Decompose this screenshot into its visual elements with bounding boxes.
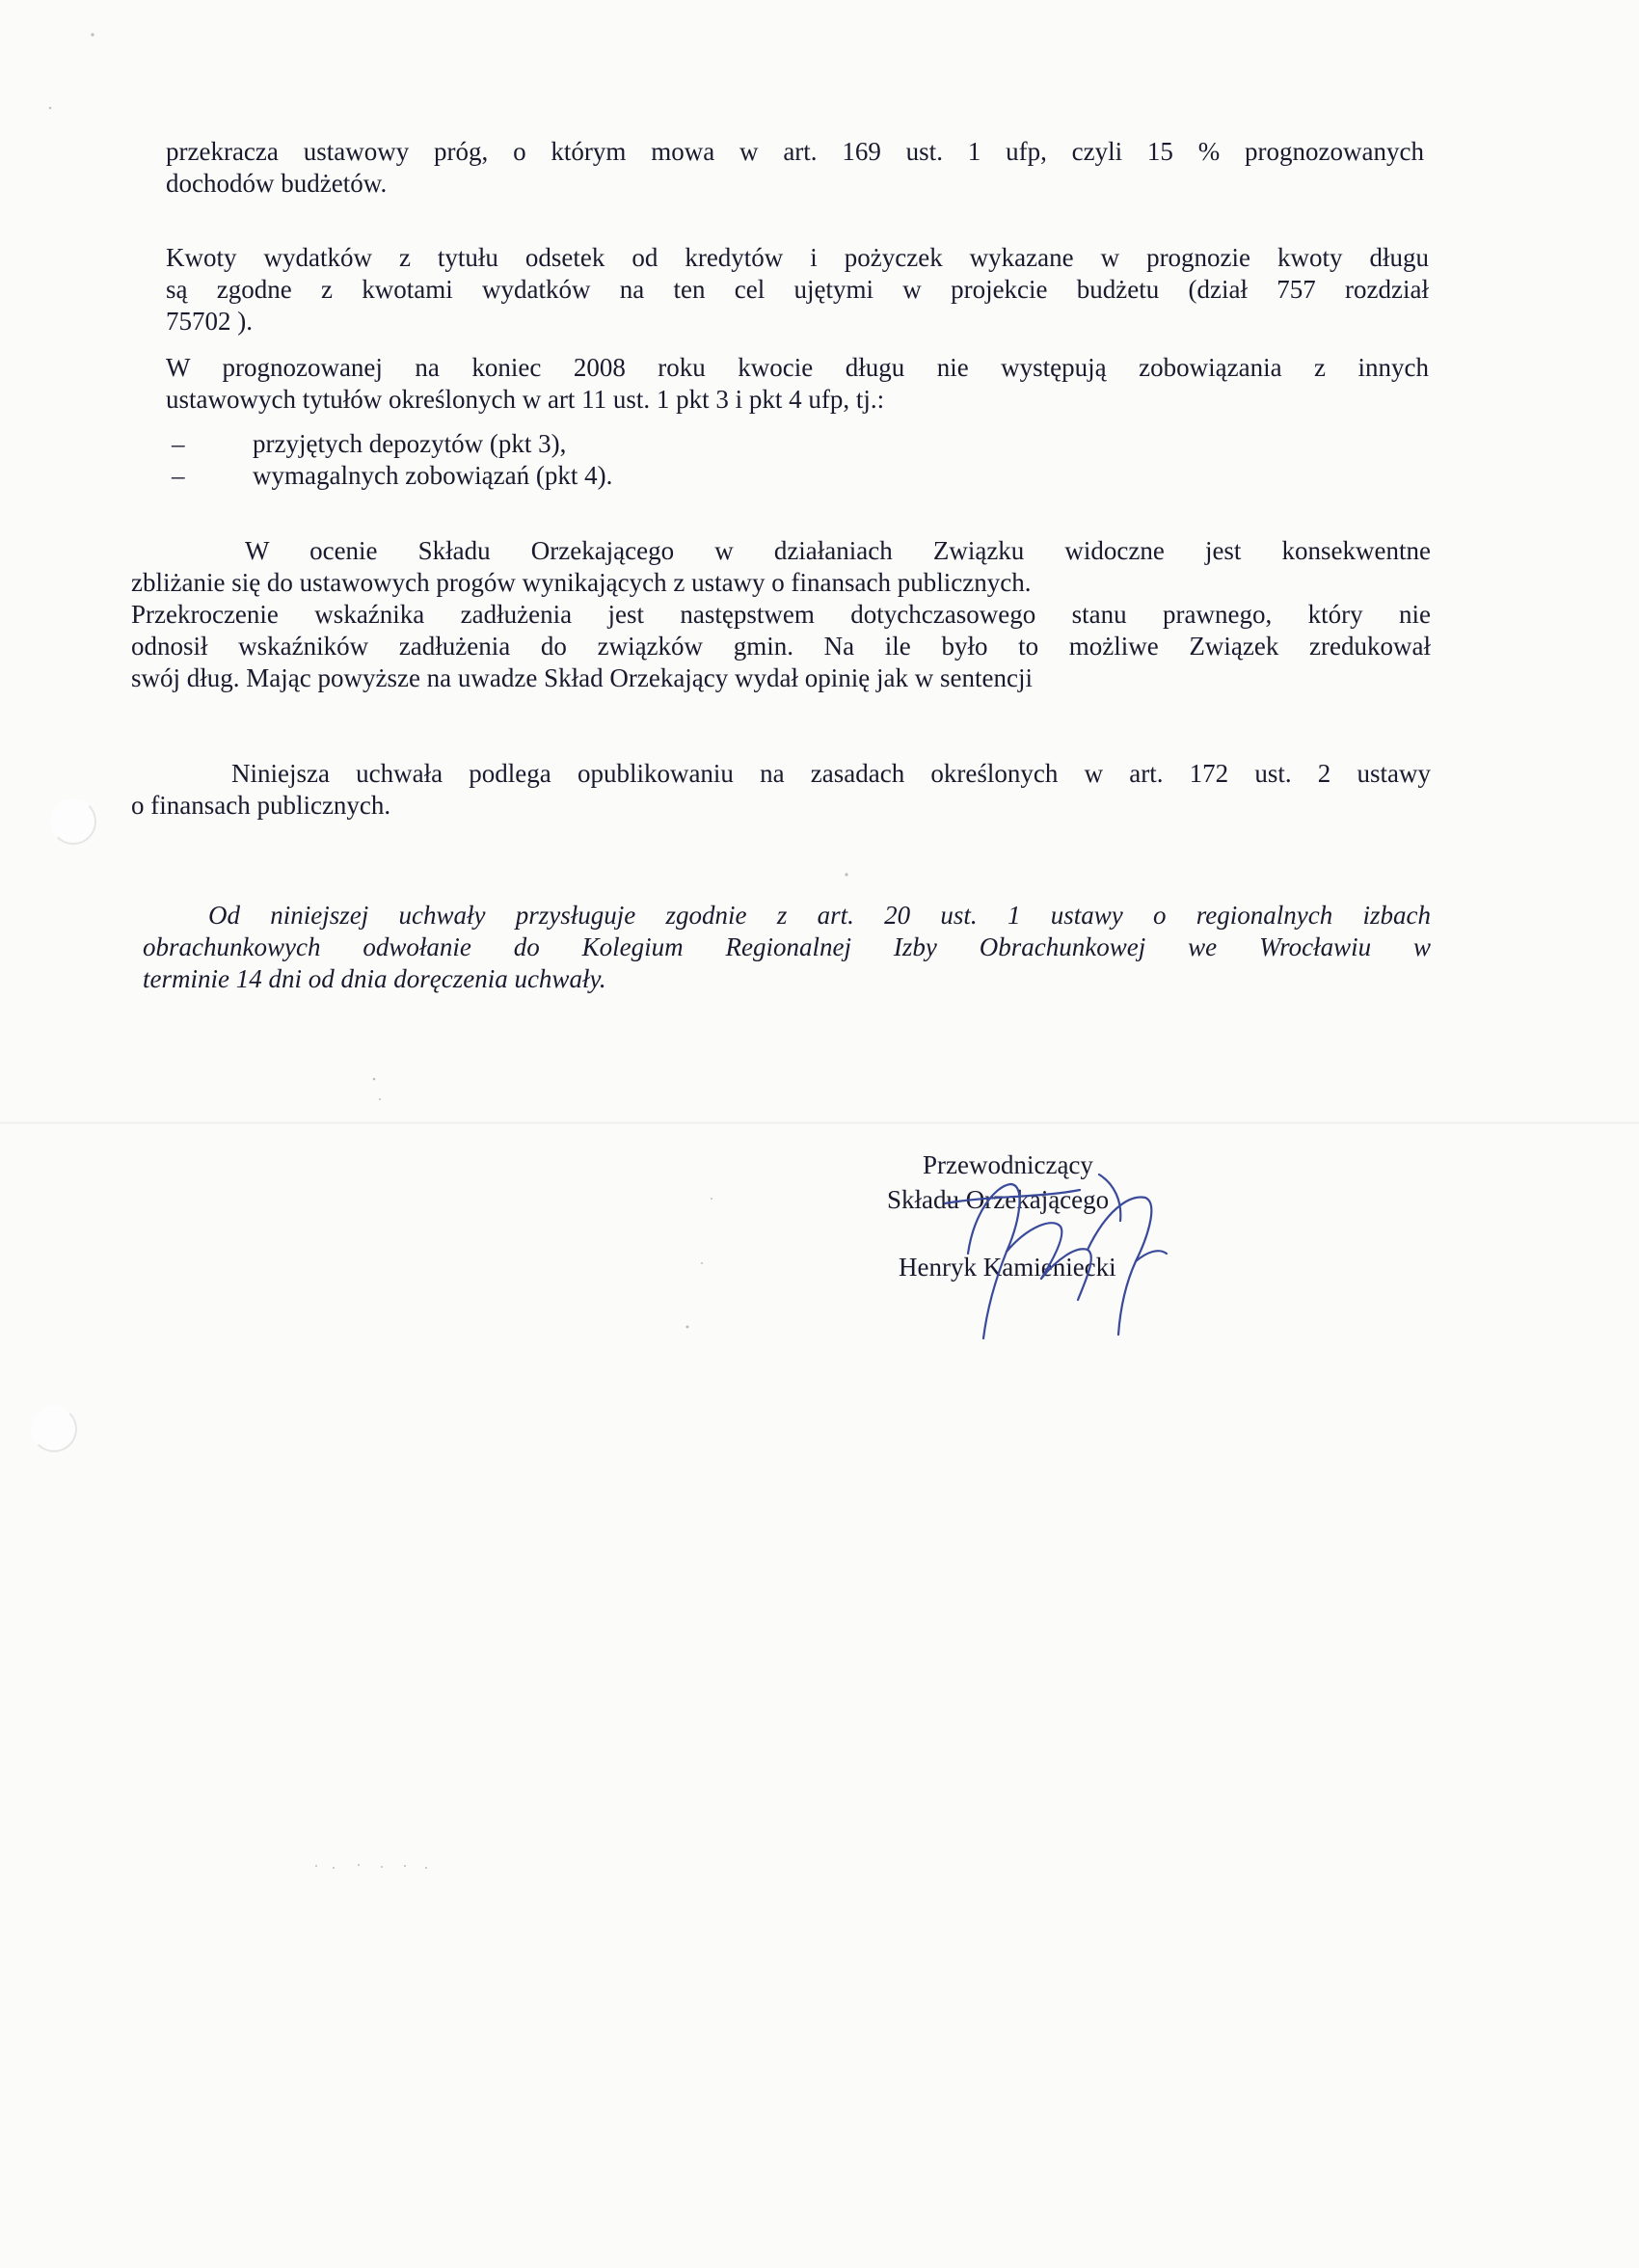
text-line: Niniejsza uchwała podlega opublikowaniu na zasadach określonych w art. 172 ust. 2 ustawy [231, 759, 1431, 788]
text-line: przekracza ustawowy próg, o którym mowa w art. 169 ust. 1 ufp, czyli 15 % prognozowanych [166, 137, 1424, 166]
text-line: odnosił wskaźników zadłużenia do związków gmin. Na ile było to możliwe Związek zredukował [131, 632, 1431, 661]
paragraph-threshold-continuation [166, 136, 1424, 200]
paper-fold-line [0, 1121, 1639, 1124]
list-item-text: przyjętych depozytów (pkt 3), [253, 429, 567, 458]
appeal-notice [143, 900, 1431, 995]
text-line: swój dług. Mając powyższe na uwadze Skład Orzekający wydał opinię jak w sentencji [131, 663, 1033, 692]
text-line: ustawowych tytułów określonych w art 11 ust. 1 pkt 3 i pkt 4 ufp, tj.: [166, 385, 885, 414]
text-line: dochodów budżetów. [166, 169, 388, 198]
text-line: W prognozowanej na koniec 2008 roku kwocie długu nie występują zobowiązania z innych [166, 353, 1429, 382]
text-line: są zgodne z kwotami wydatków na ten cel ujętymi w projekcie budżetu (dział 757 rozdział [166, 275, 1429, 304]
text-line: obrachunkowych odwołanie do Kolegium Regionalnej Izby Obrachunkowej we Wrocławiu w [143, 932, 1431, 961]
list-dash: – [172, 429, 185, 458]
list-dash: – [172, 461, 185, 490]
text-line: Kwoty wydatków z tytułu odsetek od kredytów i pożyczek wykazane w prognozie kwoty długu [166, 243, 1429, 272]
text-line: zbliżanie się do ustawowych progów wynikających z ustawy o finansach publicznych. [131, 568, 1032, 597]
text-line: o finansach publicznych. [131, 791, 391, 820]
punch-hole-mark [31, 1406, 77, 1452]
text-line: Przekroczenie wskaźnika zadłużenia jest następstwem dotychczasowego stanu prawnego, który nie [131, 600, 1431, 629]
text-line: terminie 14 dni od dnia doręczenia uchwały. [143, 964, 606, 993]
paragraph-publication [131, 758, 1431, 822]
signatory-title: Przewodniczący [923, 1150, 1093, 1179]
text-line: W ocenie Składu Orzekającego w działaniach Związku widoczne jest konsekwentne [245, 536, 1431, 565]
paragraph-assessment [131, 535, 1431, 694]
list-item-text: wymagalnych zobowiązań (pkt 4). [253, 461, 613, 490]
paragraph-other-obligations [166, 352, 1429, 416]
punch-hole-mark [50, 798, 96, 845]
paragraph-interest-expenses [166, 242, 1429, 338]
signatory-name: Henryk Kamieniecki [899, 1253, 1116, 1282]
text-line: 75702 ). [166, 307, 253, 336]
signatory-body: Składu Orzekającego [887, 1185, 1110, 1214]
text-line: Od niniejszej uchwały przysługuje zgodnie z art. 20 ust. 1 ustawy o regionalnych izbach [208, 901, 1431, 930]
